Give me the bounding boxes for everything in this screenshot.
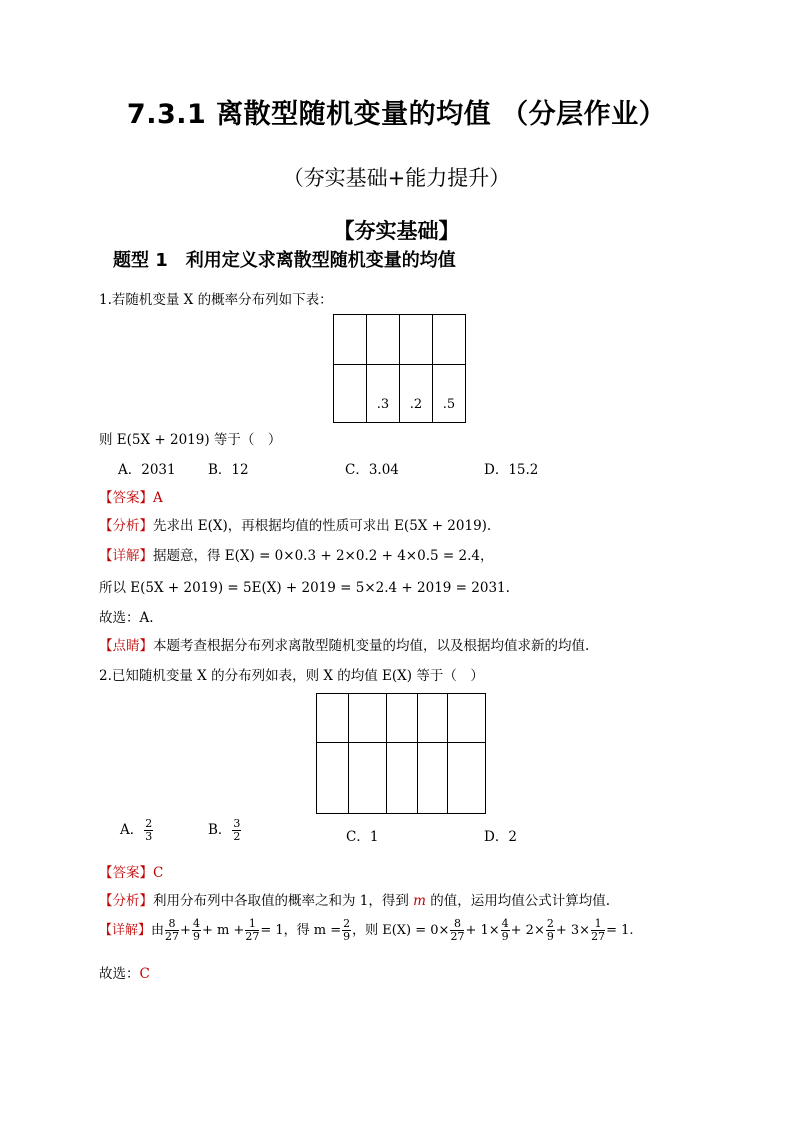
table-cell: .3 bbox=[367, 365, 400, 423]
q2-option-a bbox=[120, 818, 154, 843]
table-cell bbox=[400, 315, 433, 365]
operator: + 2× bbox=[510, 923, 545, 938]
table-cell bbox=[334, 315, 367, 365]
table-cell bbox=[387, 743, 418, 814]
q1-option-a: A．2031 bbox=[118, 462, 176, 478]
table-cell bbox=[367, 315, 400, 365]
option-label: B． bbox=[208, 822, 232, 838]
choose-value: C bbox=[139, 966, 150, 982]
numerator: 1 bbox=[591, 918, 605, 931]
fraction bbox=[165, 918, 179, 943]
fraction bbox=[591, 918, 605, 943]
page-title: 7.3.1 离散型随机变量的均值 （分层作业） bbox=[126, 99, 667, 130]
fraction bbox=[342, 918, 351, 943]
fraction bbox=[546, 918, 555, 943]
operator: + 1× bbox=[465, 923, 500, 938]
denominator: 3 bbox=[145, 830, 153, 843]
answer-tag: 【答案】 bbox=[99, 865, 153, 881]
q1-stem: 1.若随机变量 X 的概率分布列如下表： bbox=[99, 292, 333, 308]
analysis-tag: 【分析】 bbox=[99, 518, 153, 534]
table-cell bbox=[448, 694, 486, 743]
denominator: 27 bbox=[165, 930, 180, 943]
q1-analysis bbox=[99, 514, 491, 534]
numerator: 2 bbox=[145, 817, 153, 830]
fraction bbox=[450, 918, 464, 943]
answer-value: A bbox=[153, 490, 163, 506]
equation-text: = 1，得 m = bbox=[260, 923, 342, 938]
q1-option-b: B．12 bbox=[208, 462, 249, 478]
table-cell: .2 bbox=[400, 365, 433, 423]
fraction bbox=[245, 918, 259, 943]
analysis-variable: m bbox=[413, 893, 426, 909]
q1-answer bbox=[99, 486, 163, 506]
table-cell bbox=[433, 315, 466, 365]
denominator: 27 bbox=[245, 930, 260, 943]
table-cell bbox=[448, 743, 486, 814]
q2-option-b bbox=[208, 818, 242, 843]
numerator: 3 bbox=[233, 817, 241, 830]
fraction bbox=[192, 918, 201, 943]
fraction bbox=[232, 818, 241, 843]
q2-analysis bbox=[99, 889, 610, 909]
q1-option-c: C．3.04 bbox=[345, 462, 399, 478]
numerator: 2 bbox=[343, 917, 351, 930]
answer-tag: 【答案】 bbox=[99, 490, 153, 506]
section-heading: 【夯实基础】 bbox=[333, 219, 460, 243]
denominator: 9 bbox=[343, 930, 351, 943]
q2-detail bbox=[99, 918, 634, 943]
q1-distribution-table bbox=[333, 314, 466, 423]
denominator: 27 bbox=[450, 930, 465, 943]
table-cell bbox=[418, 743, 448, 814]
q2-answer bbox=[99, 861, 163, 881]
table-cell: .5 bbox=[433, 365, 466, 423]
detail-text: 据题意，得 E(X) = 0×0.3 + 2×0.2 + 4×0.5 = 2.4， bbox=[153, 548, 494, 564]
answer-value: C bbox=[153, 865, 164, 881]
q1-comment bbox=[99, 634, 589, 654]
numerator: 8 bbox=[165, 918, 179, 931]
detail-tag: 【详解】 bbox=[99, 548, 153, 564]
operator: + m + bbox=[201, 923, 245, 938]
denominator: 9 bbox=[546, 930, 554, 943]
comment-tag: 【点睛】 bbox=[99, 638, 153, 654]
table-cell bbox=[349, 694, 387, 743]
q1-detail-2: 所以 E(5X + 2019) = 5E(X) + 2019 = 5×2.4 + 2019 = 2031. bbox=[99, 580, 510, 596]
denominator: 27 bbox=[591, 930, 606, 943]
analysis-text: 利用分布列中各取值的概率之和为 1，得到 bbox=[153, 893, 414, 909]
fraction bbox=[501, 918, 510, 943]
numerator: 8 bbox=[450, 918, 464, 931]
analysis-text: 先求出 E(X)，再根据均值的性质可求出 E(5X + 2019). bbox=[153, 518, 492, 534]
numerator: 2 bbox=[546, 917, 554, 930]
comment-text: 本题考查根据分布列求离散型随机变量的均值，以及根据均值求新的均值. bbox=[153, 638, 590, 654]
table-cell bbox=[349, 743, 387, 814]
q2-distribution-table bbox=[316, 693, 486, 814]
numerator: 1 bbox=[245, 918, 259, 931]
operator: + 3× bbox=[555, 923, 591, 938]
q1-ask: 则 E(5X + 2019) 等于（ ） bbox=[99, 432, 282, 448]
operator: + bbox=[180, 923, 191, 938]
q1-option-d: D．15.2 bbox=[484, 462, 539, 478]
page-subtitle: （夯实基础+能力提升） bbox=[282, 166, 511, 190]
equation-text: = 1. bbox=[606, 923, 634, 938]
table-cell bbox=[418, 694, 448, 743]
type-heading: 题型 1 利用定义求离散型随机变量的均值 bbox=[113, 250, 456, 271]
q1-detail bbox=[99, 544, 493, 564]
option-label: A． bbox=[120, 822, 144, 838]
denominator: 2 bbox=[233, 830, 241, 843]
q2-option-c: C．1 bbox=[346, 829, 379, 845]
q2-option-d: D．2 bbox=[484, 829, 517, 845]
numerator: 4 bbox=[501, 917, 509, 930]
numerator: 4 bbox=[192, 917, 200, 930]
equation-text: ，则 E(X) = 0× bbox=[352, 923, 450, 938]
fraction bbox=[144, 818, 153, 843]
detail-tag: 【详解】 bbox=[99, 923, 152, 938]
table-cell bbox=[317, 743, 349, 814]
detail-text: 由 bbox=[151, 923, 165, 938]
denominator: 9 bbox=[192, 930, 200, 943]
q1-choose: 故选：A. bbox=[99, 610, 154, 626]
table-cell bbox=[317, 694, 349, 743]
analysis-tag: 【分析】 bbox=[99, 893, 153, 909]
q2-choose bbox=[99, 962, 150, 982]
table-cell bbox=[387, 694, 418, 743]
table-cell bbox=[334, 365, 367, 423]
denominator: 9 bbox=[501, 930, 509, 943]
analysis-text: 的值，运用均值公式计算均值. bbox=[425, 893, 611, 909]
choose-text: 故选： bbox=[99, 966, 140, 982]
q2-stem: 2.已知随机变量 X 的分布列如表，则 X 的均值 E(X) 等于（ ） bbox=[99, 668, 484, 684]
